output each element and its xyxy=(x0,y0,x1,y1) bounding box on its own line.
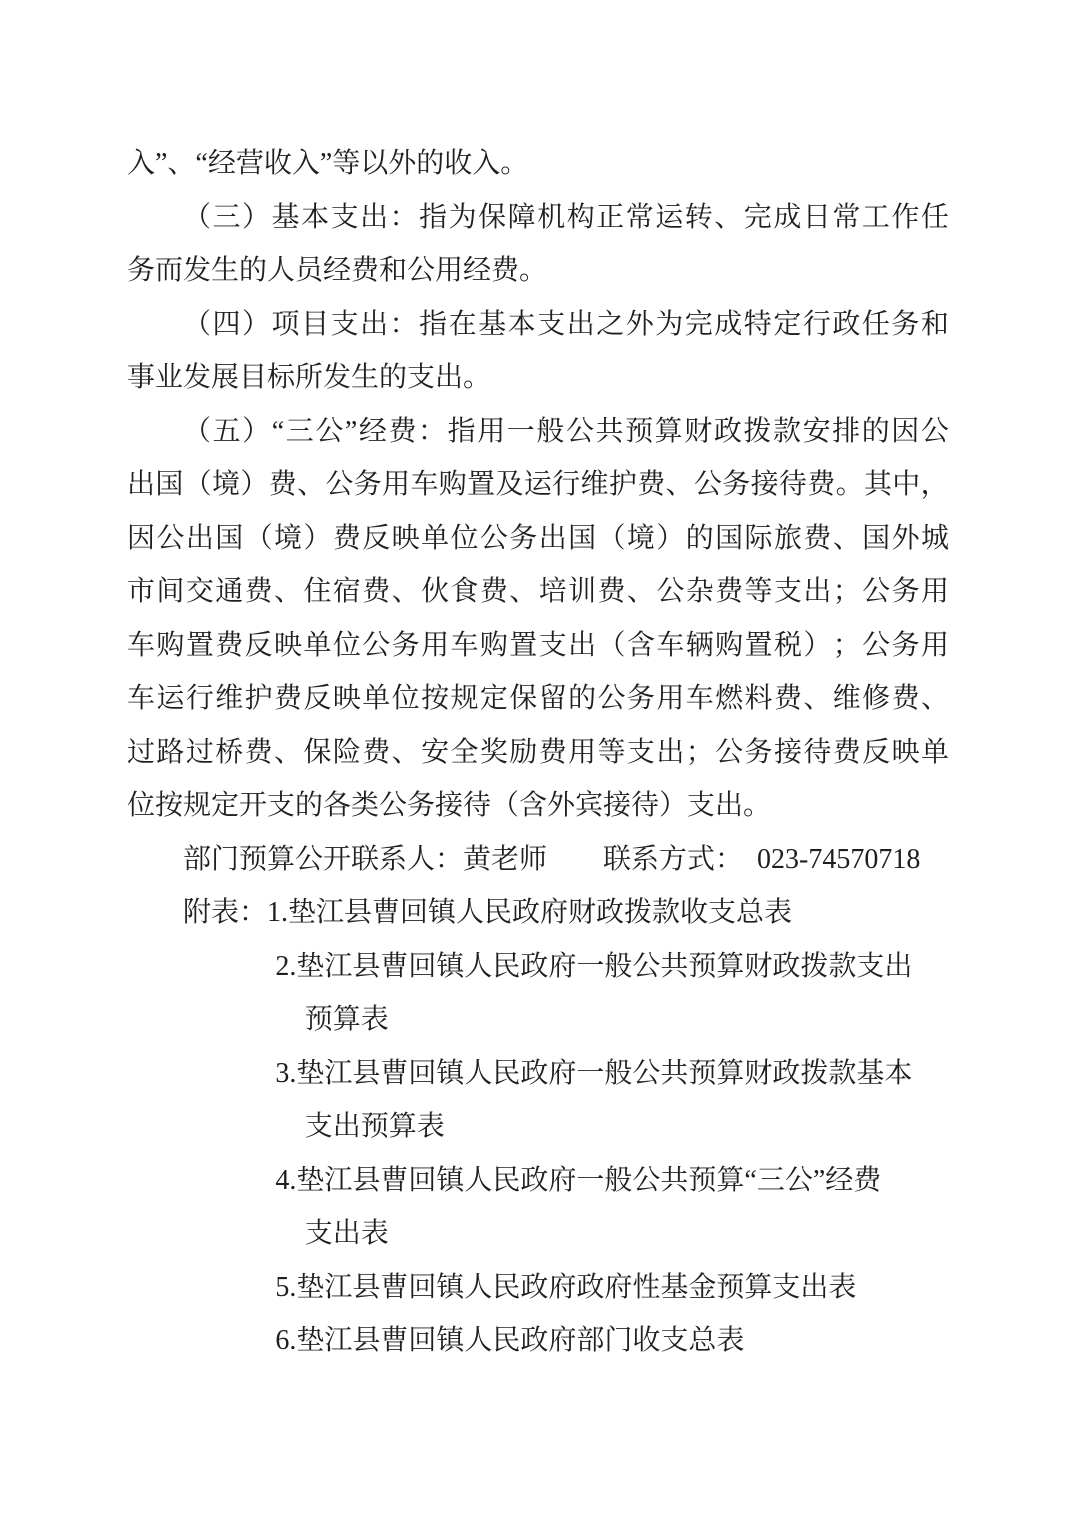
text-line: 附表：1.垫江县曹回镇人民政府财政拨款收支总表 xyxy=(183,897,793,928)
text-line: 入”、“经营收入”等以外的收入。 xyxy=(127,148,529,179)
text-line: 过 路 过 桥 费 、 保 险 费 、 安 全 奖 励 费 用 等 支 出 ； 公 务 接 待 费 反 映 单 xyxy=(127,736,949,768)
text-line: 4.垫江县曹回镇人民政府一般公共预算“三公”经费 xyxy=(275,1164,882,1196)
text-line: 位按规定开支的各类公务接待（含外宾接待）支出。 xyxy=(127,790,772,821)
text-line: （ 四 ） 项 目 支 出 ： 指 在 基 本 支 出 之 外 为 完 成 特 定 行 政 任 务 和 xyxy=(183,308,949,340)
text-line: 6.垫江县曹回镇人民政府部门收支总表 xyxy=(275,1325,745,1356)
text-line: 市 间 交 通 费 、 住 宿 费 、 伙 食 费 、 培 训 费 、 公 杂 费 等 支 出 ； 公 务 用 xyxy=(127,576,949,607)
text-line: 务而发生的人员经费和公用经费。 xyxy=(127,255,548,286)
text-line: （ 三 ） 基 本 支 出 ： 指 为 保 障 机 构 正 常 运 转 、 完 成 日 常 工 作 任 xyxy=(183,201,949,233)
text-line: 3.垫江县曹回镇人民政府一般公共预算财政拨款基本 xyxy=(275,1057,913,1089)
text-line: （ 五 ） “ 三 公 ” 经 费 ： 指 用 一 般 公 共 预 算 财 政 拨 款 安 排 的 因 公 xyxy=(183,415,949,447)
text-line: 2.垫江县曹回镇人民政府一般公共预算财政拨款支出 xyxy=(275,950,913,982)
text-line: 支出表 xyxy=(304,1218,389,1249)
text-line: 事业发展目标所发生的支出。 xyxy=(127,362,492,393)
text-line: 预算表 xyxy=(304,1004,389,1035)
text-block xyxy=(127,137,949,1368)
text-line: 出 国 （ 境 ） 费 、 公 务 用 车 购 置 及 运 行 维 护 费 、 公 务 接 待 费 。 其 中 ， xyxy=(127,469,949,500)
text-line: 车 运 行 维 护 费 反 映 单 位 按 规 定 保 留 的 公 务 用 车 燃 料 费 、 维 修 费 、 xyxy=(127,683,949,714)
text-line: 5.垫江县曹回镇人民政府政府性基金预算支出表 xyxy=(275,1271,857,1303)
text-line: 支出预算表 xyxy=(304,1111,445,1142)
text-line: 部门预算公开联系人：黄老师 联系方式： 023-74570718 xyxy=(183,843,921,875)
text-line: 车 购 置 费 反 映 单 位 公 务 用 车 购 置 支 出 （ 含 车 辆 购 置 税 ） ； 公 务 用 xyxy=(127,629,949,661)
text-line: 因 公 出 国 （ 境 ） 费 反 映 单 位 公 务 出 国 （ 境 ） 的 国 际 旅 费 、 国 外 城 xyxy=(127,522,949,554)
